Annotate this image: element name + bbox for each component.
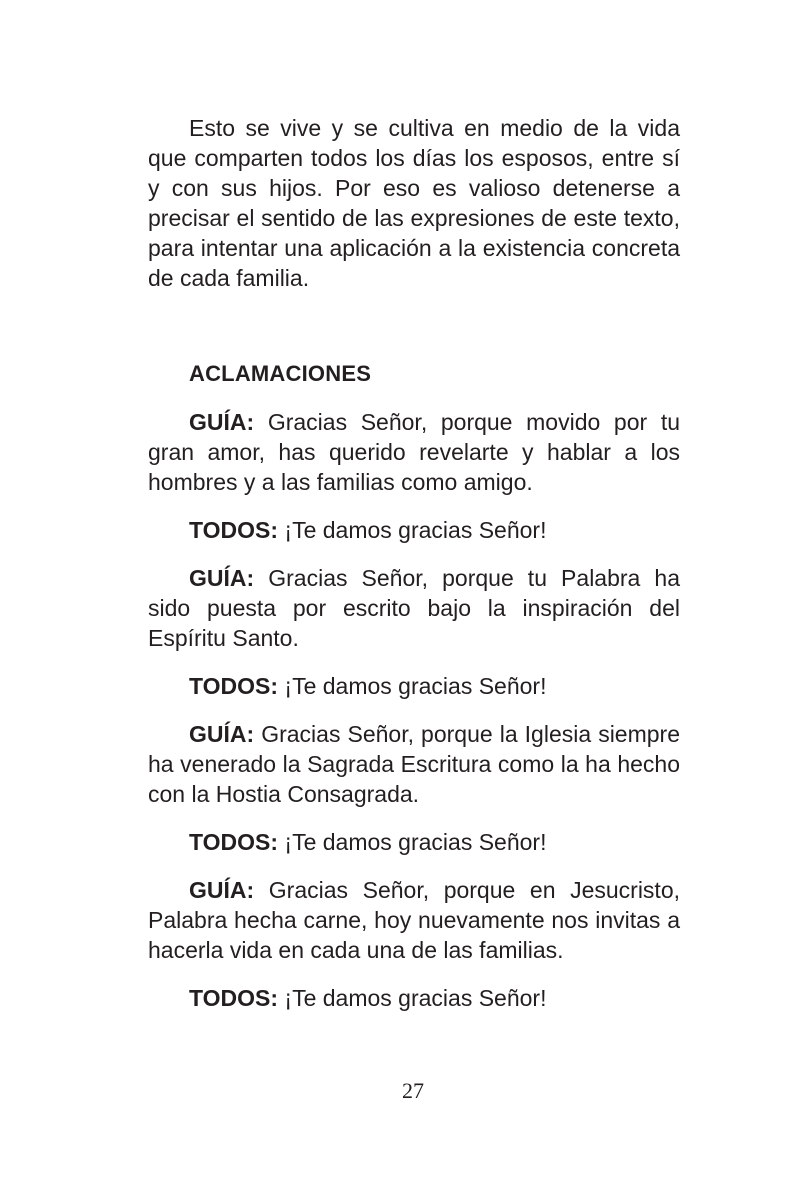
acclamation-text: Gracias Señor, porque en Jesucristo, Palabra hecha carne, hoy nuevamente nos invitas a hacerla vida en cada una de las familias. [148, 877, 680, 963]
page-number: 27 [402, 1078, 424, 1103]
spacer [148, 653, 680, 671]
acclamation-text: ¡Te damos gracias Señor! [278, 673, 547, 699]
acclamation-text: Gracias Señor, porque tu Palabra ha sido puesta por escrito bajo la inspiración del Espíritu Santo. [148, 565, 680, 651]
speaker-label: GUÍA: [189, 409, 255, 435]
spacer [148, 857, 680, 875]
speaker-label: TODOS: [189, 673, 279, 699]
acclamation-text: ¡Te damos gracias Señor! [278, 829, 547, 855]
acclamation-guide-4 [148, 875, 680, 965]
section-title: ACLAMACIONES [189, 361, 372, 386]
speaker-label: GUÍA: [189, 565, 255, 591]
spacer [148, 965, 680, 983]
spacer [148, 545, 680, 563]
acclamation-text: Gracias Señor, porque movido por tu gran amor, has querido revelarte y hablar a los hombres y a las familias como amigo. [148, 409, 680, 495]
acclamation-guide-3 [148, 719, 680, 809]
speaker-label: GUÍA: [189, 877, 255, 903]
section-spacer [148, 293, 680, 359]
acclamation-response-3 [148, 827, 680, 857]
acclamation-response-2 [148, 671, 680, 701]
acclamation-guide-2 [148, 563, 680, 653]
intro-paragraph: Esto se vive y se cultiva en medio de la vida que comparten todos los días los esposos, entre sí y con sus hijos. Por eso es valioso detenerse a precisar el sentido de las expresiones de este texto, para intentar una aplicación a la existencia concreta de cada familia. [148, 115, 680, 291]
spacer [148, 701, 680, 719]
acclamation-response-1 [148, 515, 680, 545]
acclamation-text: ¡Te damos gracias Señor! [278, 985, 547, 1011]
acclamation-response-4 [148, 983, 680, 1013]
speaker-label: GUÍA: [189, 721, 255, 747]
page-content [148, 113, 680, 1013]
spacer [148, 809, 680, 827]
acclamation-guide-1 [148, 407, 680, 497]
spacer [148, 497, 680, 515]
speaker-label: TODOS: [189, 985, 279, 1011]
speaker-label: TODOS: [189, 829, 279, 855]
speaker-label: TODOS: [189, 517, 279, 543]
acclamation-text: ¡Te damos gracias Señor! [278, 517, 547, 543]
spacer [148, 389, 680, 407]
acclamation-text: Gracias Señor, porque la Iglesia siempre ha venerado la Sagrada Escritura como la ha hecho con la Hostia Consagrada. [148, 721, 680, 807]
